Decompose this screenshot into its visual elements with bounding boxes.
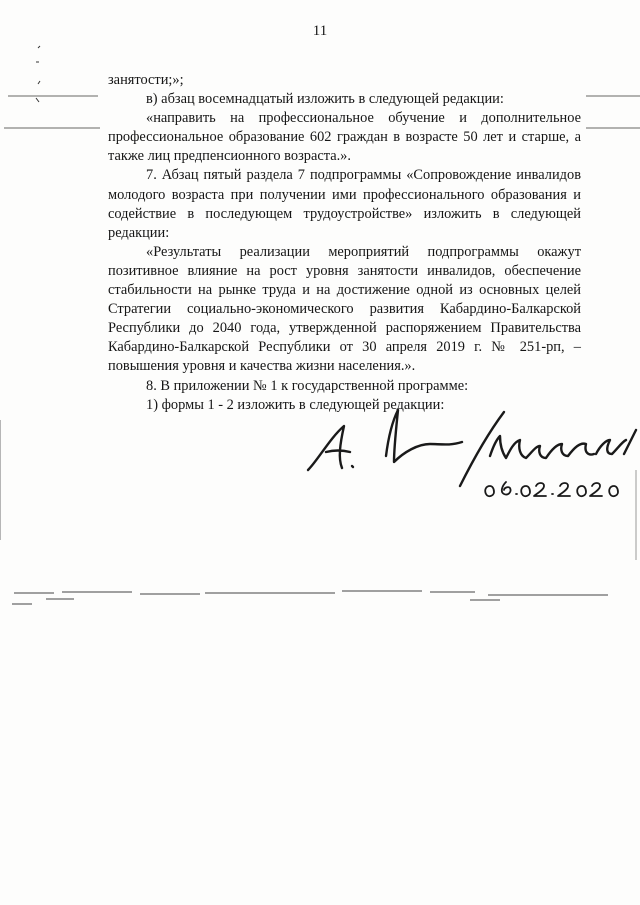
handwritten-signature — [300, 400, 640, 510]
paragraph-item-v: в) абзац восемнадцатый изложить в следующей редакции: — [146, 91, 504, 108]
paragraph-item-8: 8. В приложении № 1 к государственной программе: — [146, 377, 469, 394]
paragraph-forms: 1) формы 1 - 2 изложить в следующей редакции: — [146, 396, 445, 413]
paragraph-retraining-quote: «направить на профессиональное обучение и дополнительное профессиональное образование 602 граждан в возрасте 50 лет и старше, а также лиц предпенсионного возраста.». — [108, 110, 581, 165]
paragraph-employment-end: занятости;»; — [108, 72, 184, 88]
paragraph-results-quote: «Результаты реализации мероприятий подпрограммы окажут позитивное влияние на рост уровня занятости инвалидов, обеспечение стабильности на рынке труда и на достижение одной из основных целей Стратегии социально-экономического развития Кабардино-Балкарской Республики до 2040 года, утвержденной распоряжением Правительства Кабардино-Балкарской Республики от 30 апреля 2019 г. № 251-рп, – повышения уровня и качества жизни населения.». — [108, 243, 581, 375]
signature-drawing — [300, 400, 640, 510]
paragraph-item-7: 7. Абзац пятый раздела 7 подпрограммы «Сопровождение инвалидов молодого возраста при получении ими профессионального образования и содействие в последующем трудоустройстве» изложить в следующей редакции: — [108, 167, 581, 241]
page-number: 11 — [312, 23, 328, 39]
document-body — [108, 71, 581, 415]
